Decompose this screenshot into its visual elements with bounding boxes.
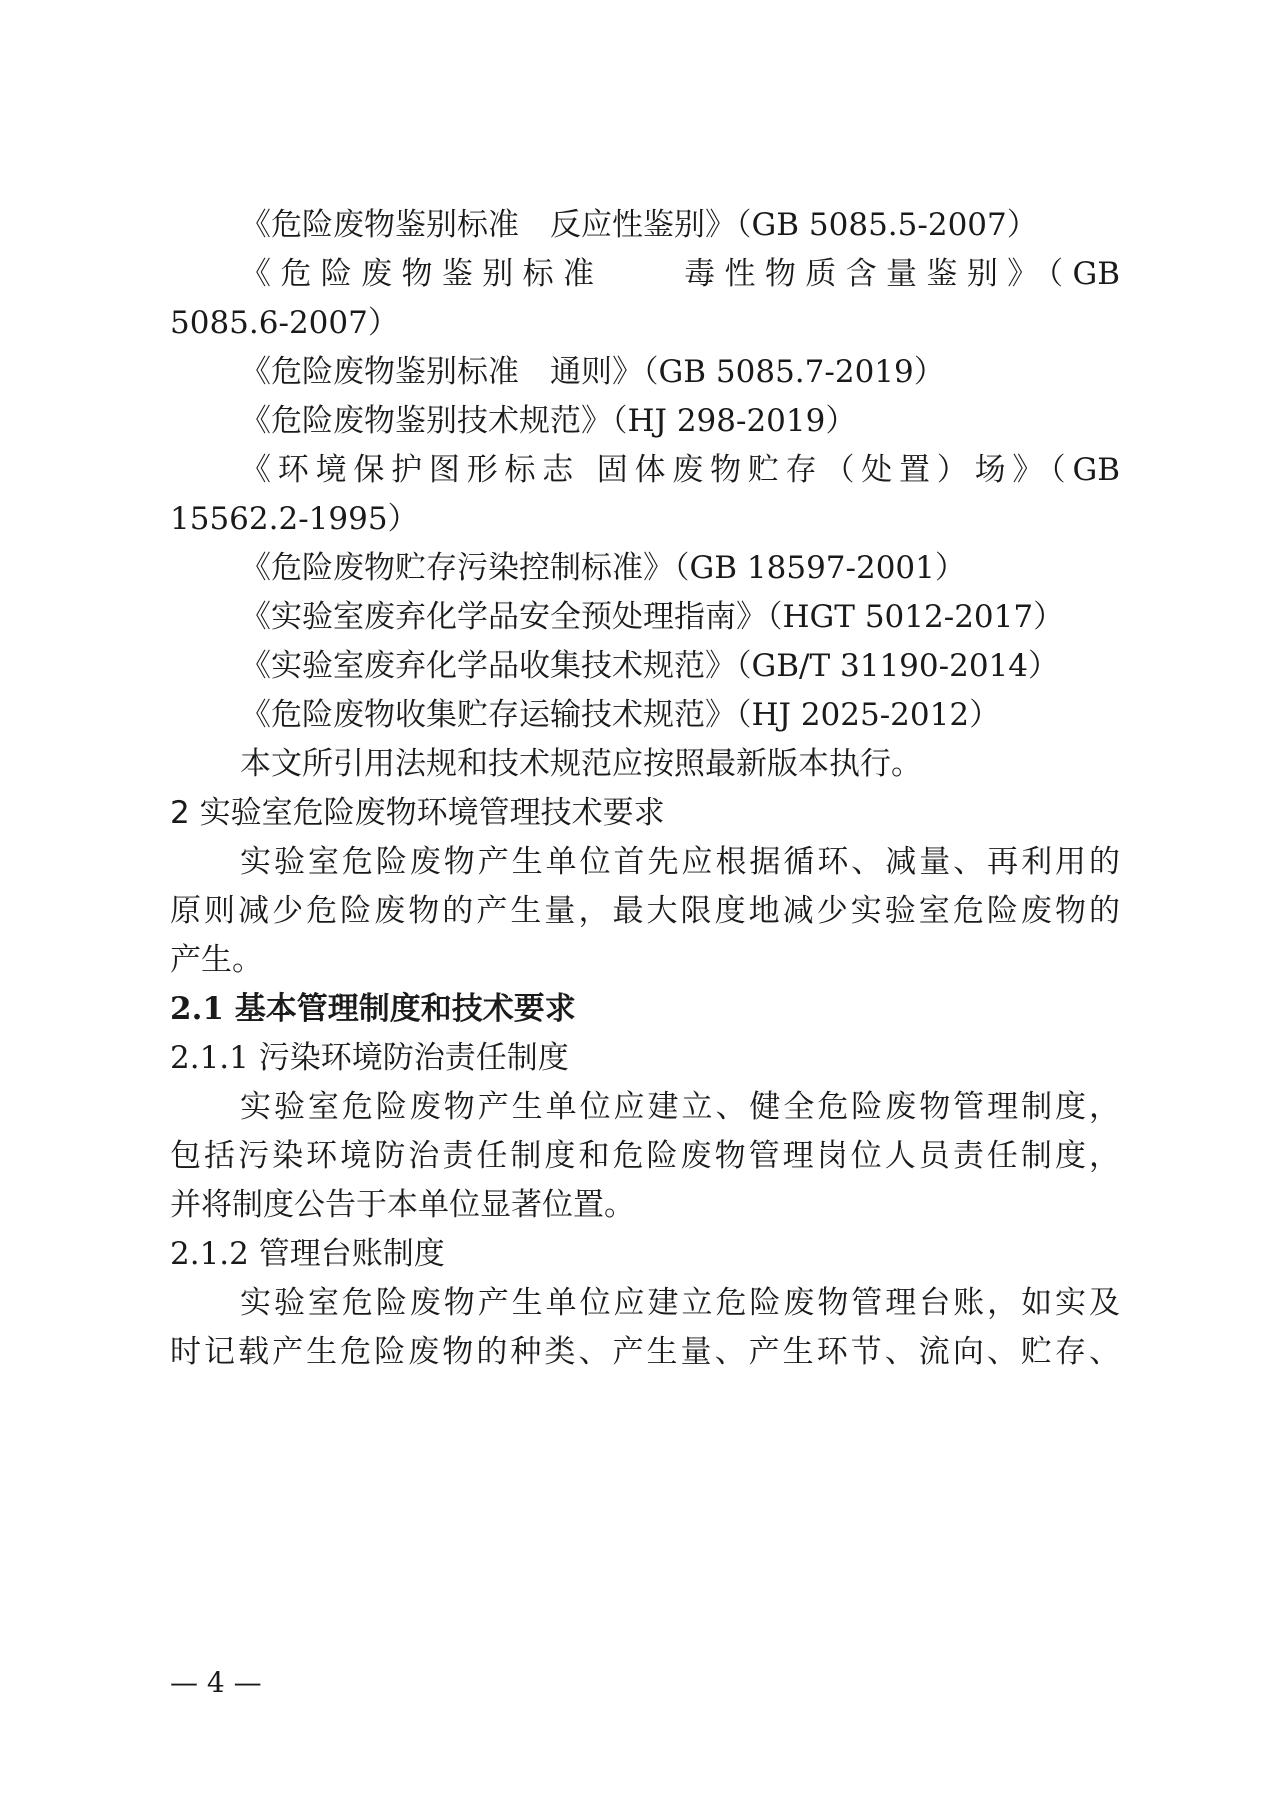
paragraph-line: 时记载产生危险废物的种类、产生量、产生环节、流向、贮存、 [170,1334,1120,1370]
reference-hgt-5012: 《实验室废弃化学品安全预处理指南》（HGT 5012-2017） [240,599,1065,635]
reference-gbt-31190: 《实验室废弃化学品收集技术规范》（GB/T 31190-2014） [240,648,1060,684]
reference-gb-15562-2-continued: 15562.2-1995） [170,501,419,537]
section-heading-2-1: 2.1 基本管理制度和技术要求 [170,991,576,1027]
section-heading-2-1-2: 2.1.2 管理台账制度 [170,1236,445,1272]
latest-version-note: 本文所引用法规和技术规范应按照最新版本执行。 [240,746,922,782]
paragraph-line: 实验室危险废物产生单位首先应根据循环、减量、再利用的 [240,844,1120,880]
reference-gb-18597: 《危险废物贮存污染控制标准》（GB 18597-2001） [240,550,966,586]
paragraph-line: 原则减少危险废物的产生量，最大限度地减少实验室危险废物的 [170,893,1120,929]
paragraph-line: 产生。 [170,942,263,978]
reference-gb-5085-5: 《危险废物鉴别标准 反应性鉴别》（GB 5085.5-2007） [240,207,1038,243]
reference-hj-298: 《危险废物鉴别技术规范》（HJ 298-2019） [240,403,857,439]
paragraph-line: 包括污染环境防治责任制度和危险废物管理岗位人员责任制度， [170,1138,1120,1174]
page-number: — 4 — [170,1666,262,1699]
section-heading-2-1-1: 2.1.1 污染环境防治责任制度 [170,1040,569,1076]
reference-hj-2025: 《危险废物收集贮存运输技术规范》（HJ 2025-2012） [240,697,1001,733]
reference-gb-5085-7: 《危险废物鉴别标准 通则》（GB 5085.7-2019） [240,354,945,390]
reference-gb-5085-6-continued: 5085.6-2007） [170,305,399,341]
reference-gb-15562-2: 《环境保护图形标志 固体废物贮存（处置）场》（GB [240,452,1120,488]
paragraph-line: 并将制度公告于本单位显著位置。 [170,1187,635,1223]
section-heading-2: 2 实验室危险废物环境管理技术要求 [170,795,665,831]
paragraph-line: 实验室危险废物产生单位应建立危险废物管理台账，如实及 [240,1285,1120,1321]
paragraph-line: 实验室危险废物产生单位应建立、健全危险废物管理制度， [240,1089,1120,1125]
reference-gb-5085-6: 《危险废物鉴别标准 毒性物质含量鉴别》（GB [240,256,1120,292]
